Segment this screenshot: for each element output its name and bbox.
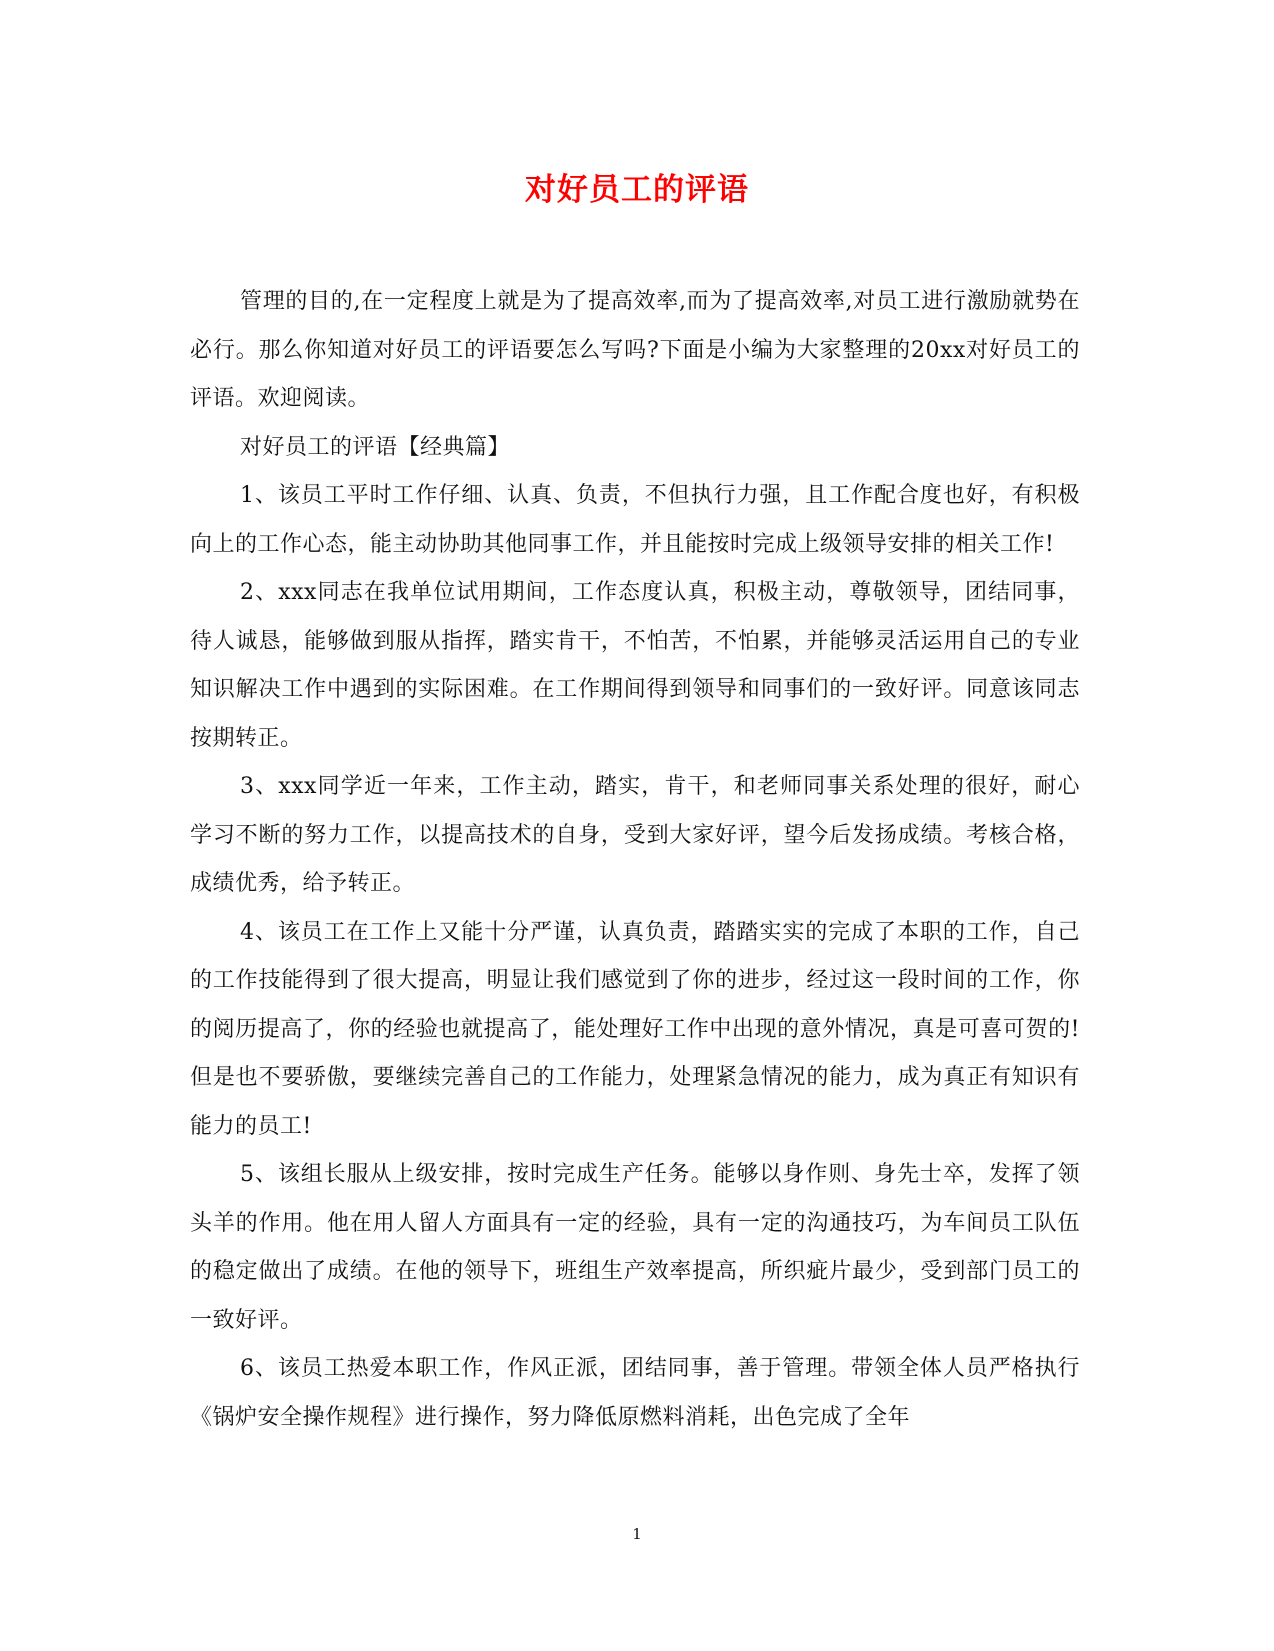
page-number: 1 <box>632 1525 642 1543</box>
paragraph-item-2: 2、xxx同志在我单位试用期间，工作态度认真，积极主动，尊敬领导，团结同事，待人诚恳，能够做到服从指挥，踏实肯干，不怕苦，不怕累，并能够灵活运用自己的专业知识解决工作中遇到的实际困难。在工作期间得到领导和同事们的一致好评。同意该同志按期转正。 <box>190 580 1080 751</box>
paragraph-item-1: 1、该员工平时工作仔细、认真、负责，不但执行力强，且工作配合度也好，有积极向上的工作心态，能主动协助其他同事工作，并且能按时完成上级领导安排的相关工作! <box>190 483 1080 557</box>
paragraph-intro: 管理的目的,在一定程度上就是为了提高效率,而为了提高效率,对员工进行激励就势在必行。那么你知道对好员工的评语要怎么写吗?下面是小编为大家整理的20xx对好员工的评语。欢迎阅读。 <box>190 289 1080 411</box>
document-title: 对好员工的评语 <box>525 172 749 208</box>
paragraph-item-6: 6、该员工热爱本职工作，作风正派，团结同事，善于管理。带领全体人员严格执行《锅炉安全操作规程》进行操作，努力降低原燃料消耗，出色完成了全年 <box>190 1356 1080 1430</box>
document-body <box>190 278 1080 1442</box>
section-heading: 对好员工的评语【经典篇】 <box>240 434 511 460</box>
paragraph-item-3: 3、xxx同学近一年来，工作主动，踏实，肯干，和老师同事关系处理的很好，耐心学习不断的努力工作，以提高技术的自身，受到大家好评，望今后发扬成绩。考核合格，成绩优秀，给予转正。 <box>190 774 1080 896</box>
paragraph-item-4: 4、该员工在工作上又能十分严谨，认真负责，踏踏实实的完成了本职的工作，自己的工作技能得到了很大提高，明显让我们感觉到了你的进步，经过这一段时间的工作，你的阅历提高了，你的经验也就提高了，能处理好工作中出现的意外情况，真是可喜可贺的!但是也不要骄傲，要继续完善自己的工作能力，处理紧急情况的能力，成为真正有知识有能力的员工! <box>190 919 1080 1139</box>
paragraph-item-5: 5、该组长服从上级安排，按时完成生产任务。能够以身作则、身先士卒，发挥了领头羊的作用。他在用人留人方面具有一定的经验，具有一定的沟通技巧，为车间员工队伍的稳定做出了成绩。在他的领导下，班组生产效率提高，所织疵片最少，受到部门员工的一致好评。 <box>190 1162 1080 1333</box>
